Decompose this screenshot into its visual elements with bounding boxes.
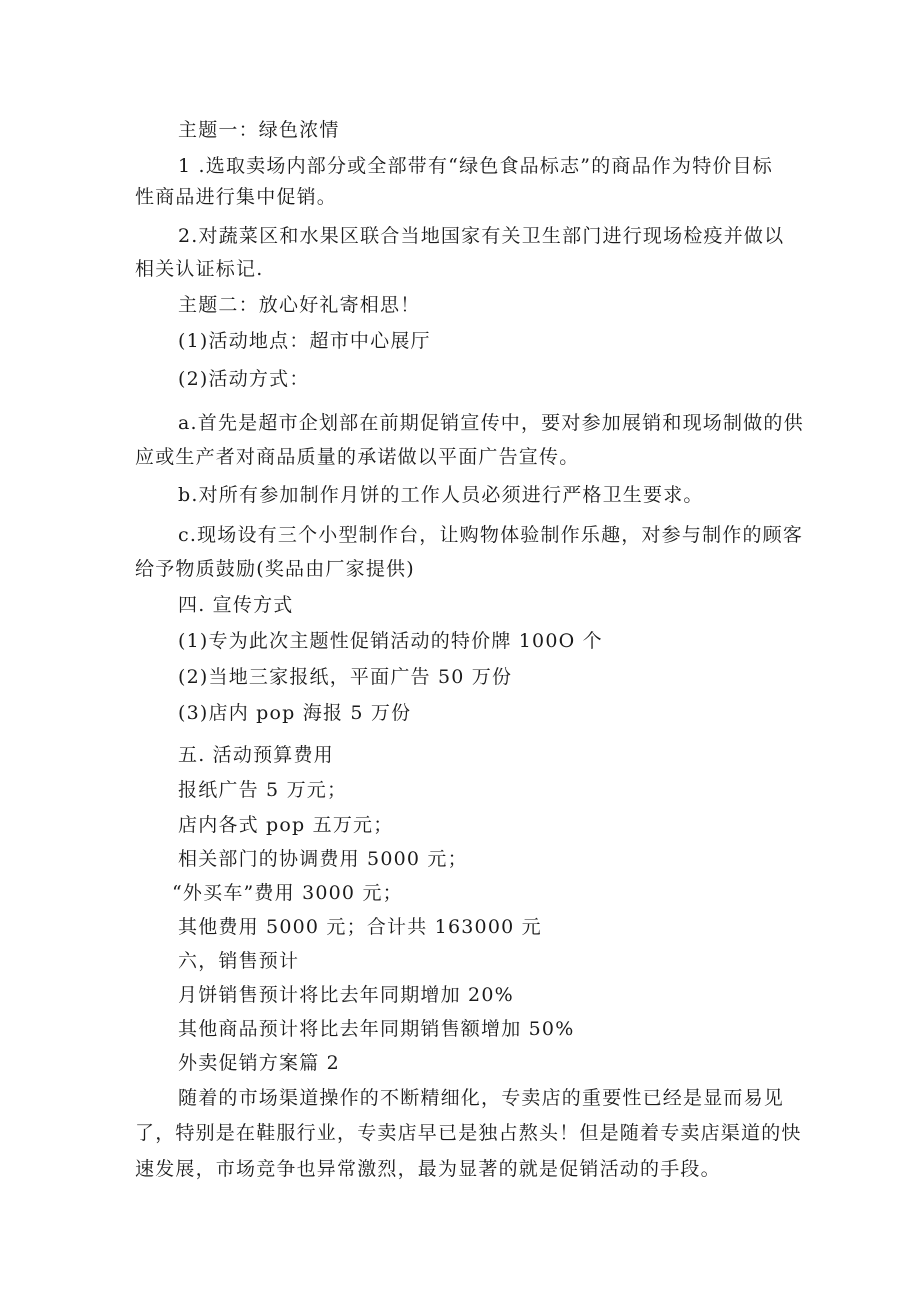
section5-item3: 相关部门的协调费用 5000 元； — [178, 848, 468, 870]
theme1-heading: 主题一：绿色浓情 — [178, 119, 340, 141]
theme2-method: (2)活动方式： — [178, 368, 310, 390]
theme2-b: b.对所有参加制作月饼的工作人员必须进行严格卫生要求。 — [178, 484, 704, 506]
section4-heading: 四. 宣传方式 — [178, 594, 294, 616]
section5-heading: 五. 活动预算费用 — [178, 744, 334, 766]
section6-item2: 其他商品预计将比去年同期销售额增加 50% — [178, 1018, 575, 1040]
part2-para-line3: 速发展，市场竞争也异常激烈，最为显著的就是促销活动的手段。 — [135, 1158, 721, 1180]
section5-item2: 店内各式 pop 五万元； — [178, 814, 394, 836]
part2-para-line1: 随着的市场渠道操作的不断精细化，专卖店的重要性已经是显而易见 — [178, 1087, 785, 1109]
theme2-a-line2: 应或生产者对商品质量的承诺做以平面广告宣传。 — [135, 446, 580, 468]
theme1-item2-line1: 2.对蔬菜区和水果区联合当地国家有关卫生部门进行现场检疫并做以 — [178, 225, 785, 247]
section5-item1: 报纸广告 5 万元； — [178, 779, 348, 801]
part2-title: 外卖促销方案篇 2 — [178, 1052, 340, 1074]
theme1-item1-line2: 性商品进行集中促销。 — [135, 186, 338, 208]
theme2-place: (1)活动地点：超市中心展厅 — [178, 330, 431, 352]
theme1-item1-line1: 1 .选取卖场内部分或全部带有“绿色食品标志”的商品作为特价目标 — [178, 155, 773, 177]
section6-item1: 月饼销售预计将比去年同期增加 20% — [178, 984, 514, 1006]
section4-item3: (3)店内 pop 海报 5 万份 — [178, 702, 412, 724]
section5-item5: 其他费用 5000 元；合计共 163000 元 — [178, 916, 542, 938]
part2-para-line2: 了，特别是在鞋服行业，专卖店早已是独占熬头！但是随着专卖店渠道的快 — [135, 1122, 802, 1144]
theme2-c-line2: 给予物质鼓励(奖品由厂家提供) — [135, 558, 415, 580]
section4-item2: (2)当地三家报纸，平面广告 50 万份 — [178, 666, 513, 688]
theme2-c-line1: c.现场设有三个小型制作台，让购物体验制作乐趣，对参与制作的顾客 — [178, 524, 804, 546]
section4-item1: (1)专为此次主题性促销活动的特价牌 100O 个 — [178, 630, 603, 652]
section5-item4: “外买车”费用 3000 元； — [172, 882, 403, 904]
theme1-item2-line2: 相关认证标记. — [135, 258, 264, 280]
section6-heading: 六，销售预计 — [178, 950, 300, 972]
theme2-heading: 主题二：放心好礼寄相思！ — [178, 294, 421, 316]
theme2-a-line1: a.首先是超市企划部在前期促销宣传中，要对参加展销和现场制做的供 — [178, 412, 804, 434]
